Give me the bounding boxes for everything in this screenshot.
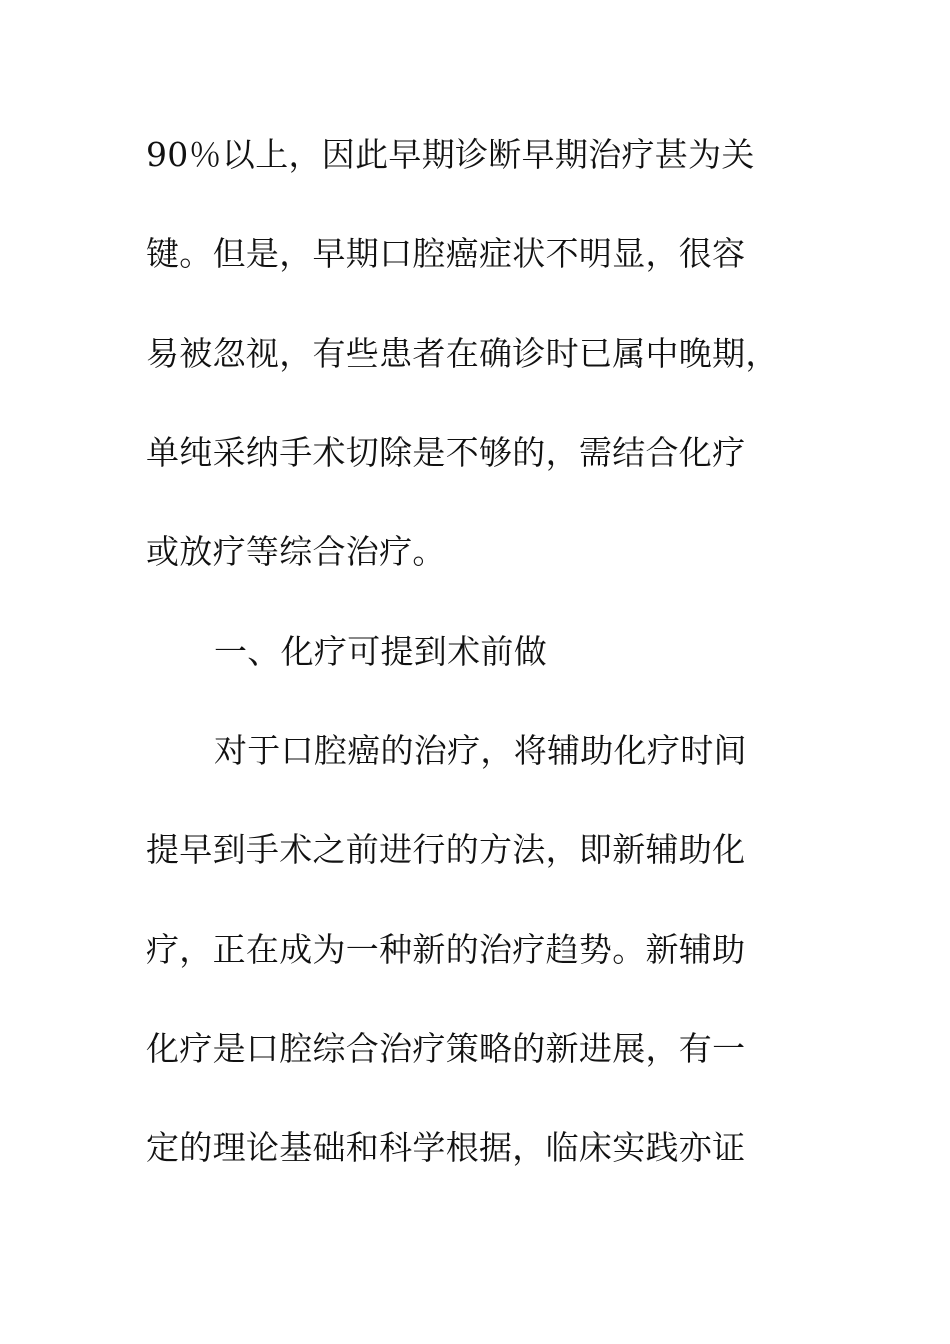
paragraph-first-line: 对于口腔癌的治疗，将辅助化疗时间 [214,731,747,770]
section-heading: 一、化疗可提到术前做 [214,632,547,671]
text-line: 90％以上，因此早期诊断早期治疗甚为关 [146,135,755,174]
text-line: 定的理论基础和科学根据，临床实践亦证 [146,1128,746,1167]
text-line: 化疗是口腔综合治疗策略的新进展，有一 [146,1029,746,1068]
text-line: 易被忽视，有些患者在确诊时已属中晚期， [146,334,779,373]
text-line: 提早到手术之前进行的方法，即新辅助化 [146,830,746,869]
text-line: 键。但是，早期口腔癌症状不明显，很容 [146,234,746,273]
text-line: 或放疗等综合治疗。 [146,532,446,571]
text-line: 单纯采纳手术切除是不够的，需结合化疗 [146,433,746,472]
text-line: 疗，正在成为一种新的治疗趋势。新辅助 [146,930,746,969]
